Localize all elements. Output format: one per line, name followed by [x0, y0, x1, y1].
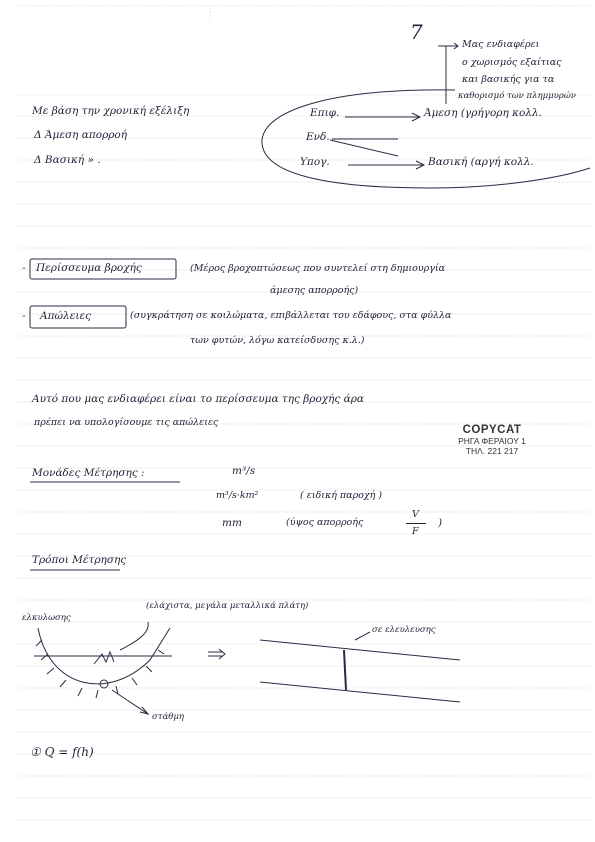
side-note-line: καθορισμό των πλημμυρών	[458, 91, 576, 101]
flow-source: Επιφ.	[310, 107, 340, 119]
page-number: 7	[410, 20, 423, 44]
sketch-label-left: ελκυλωσης	[22, 613, 71, 623]
unit-depth-frac-bar	[406, 523, 426, 524]
unit-specific-flow: m³/s·km²	[216, 490, 259, 501]
flow-source: Ενδ.	[306, 131, 330, 143]
interest-line: Αυτό που μας ενδιαφέρει είναι το περίσσευμα της βροχής άρα	[32, 393, 364, 405]
excess-rainfall-term: Περίσσευμα βροχής	[36, 262, 142, 274]
sketch-label-bottom: στάθμη	[152, 712, 184, 722]
excess-rainfall-desc: άμεσης απορροής)	[270, 285, 359, 296]
methods-heading: Τρόποι Μέτρησης	[32, 554, 127, 566]
losses-dash: -	[22, 310, 26, 322]
excess-rainfall-dash: -	[22, 262, 26, 274]
flow-source: Υπογ.	[300, 156, 330, 168]
unit-depth: mm	[222, 517, 242, 529]
sketch-label-top: (ελάχιστα, μεγάλα μεταλλικά πλάτη)	[146, 601, 309, 611]
runoff-type: Δ Βασική » .	[34, 154, 101, 166]
interest-line: πρέπει να υπολογίσουμε τις απώλειες	[34, 417, 219, 428]
side-note-line: και βασικής για τα	[462, 74, 555, 85]
copy-shop-stamp	[422, 424, 562, 456]
units-heading: Μονάδες Μέτρησης :	[32, 467, 145, 479]
unit-flow: m³/s	[232, 465, 256, 477]
unit-specific-flow-note: ( ειδική παροχή )	[300, 490, 383, 501]
flow-target: Άμεση (γρήγορη κολλ.	[424, 107, 542, 119]
sketch-label-right: σε ελευλευσης	[372, 625, 436, 635]
side-note-line: ο χωρισμός εξαίτιας	[462, 57, 562, 68]
excess-rainfall-desc: (Μέρος βροχοπτώσεως που συντελεί στη δημιουργία	[190, 263, 446, 274]
losses-term: Απώλειες	[40, 310, 91, 322]
discharge-formula: ① Q = f(h)	[30, 745, 94, 759]
runoff-type: Δ Άμεση απορροή	[34, 129, 128, 141]
unit-depth-close: )	[438, 517, 443, 529]
stamp-name: COPYCAT	[462, 424, 522, 436]
side-note-line: Μας ενδιαφέρει	[462, 39, 540, 50]
losses-desc: των φυτών, λόγω κατείσδυσης κ.λ.)	[190, 335, 365, 346]
basis-line: Με βάση την χρονική εξέλιξη	[32, 105, 190, 117]
losses-desc: (συγκράτηση σε κοιλώματα, επιβάλλεται του εδάφους, στα φύλλα	[130, 310, 452, 321]
unit-depth-note: (ύψος απορροής	[286, 517, 364, 528]
stamp-phone: ΤΗΛ. 221 217	[465, 446, 519, 456]
flow-target: Βασική (αργή κολλ.	[428, 156, 534, 168]
unit-depth-frac-den: F	[412, 526, 419, 537]
unit-depth-frac-num: V	[412, 509, 419, 520]
stamp-address: ΡΗΓΑ ΦΕΡΑΙΟΥ 1	[458, 436, 526, 446]
